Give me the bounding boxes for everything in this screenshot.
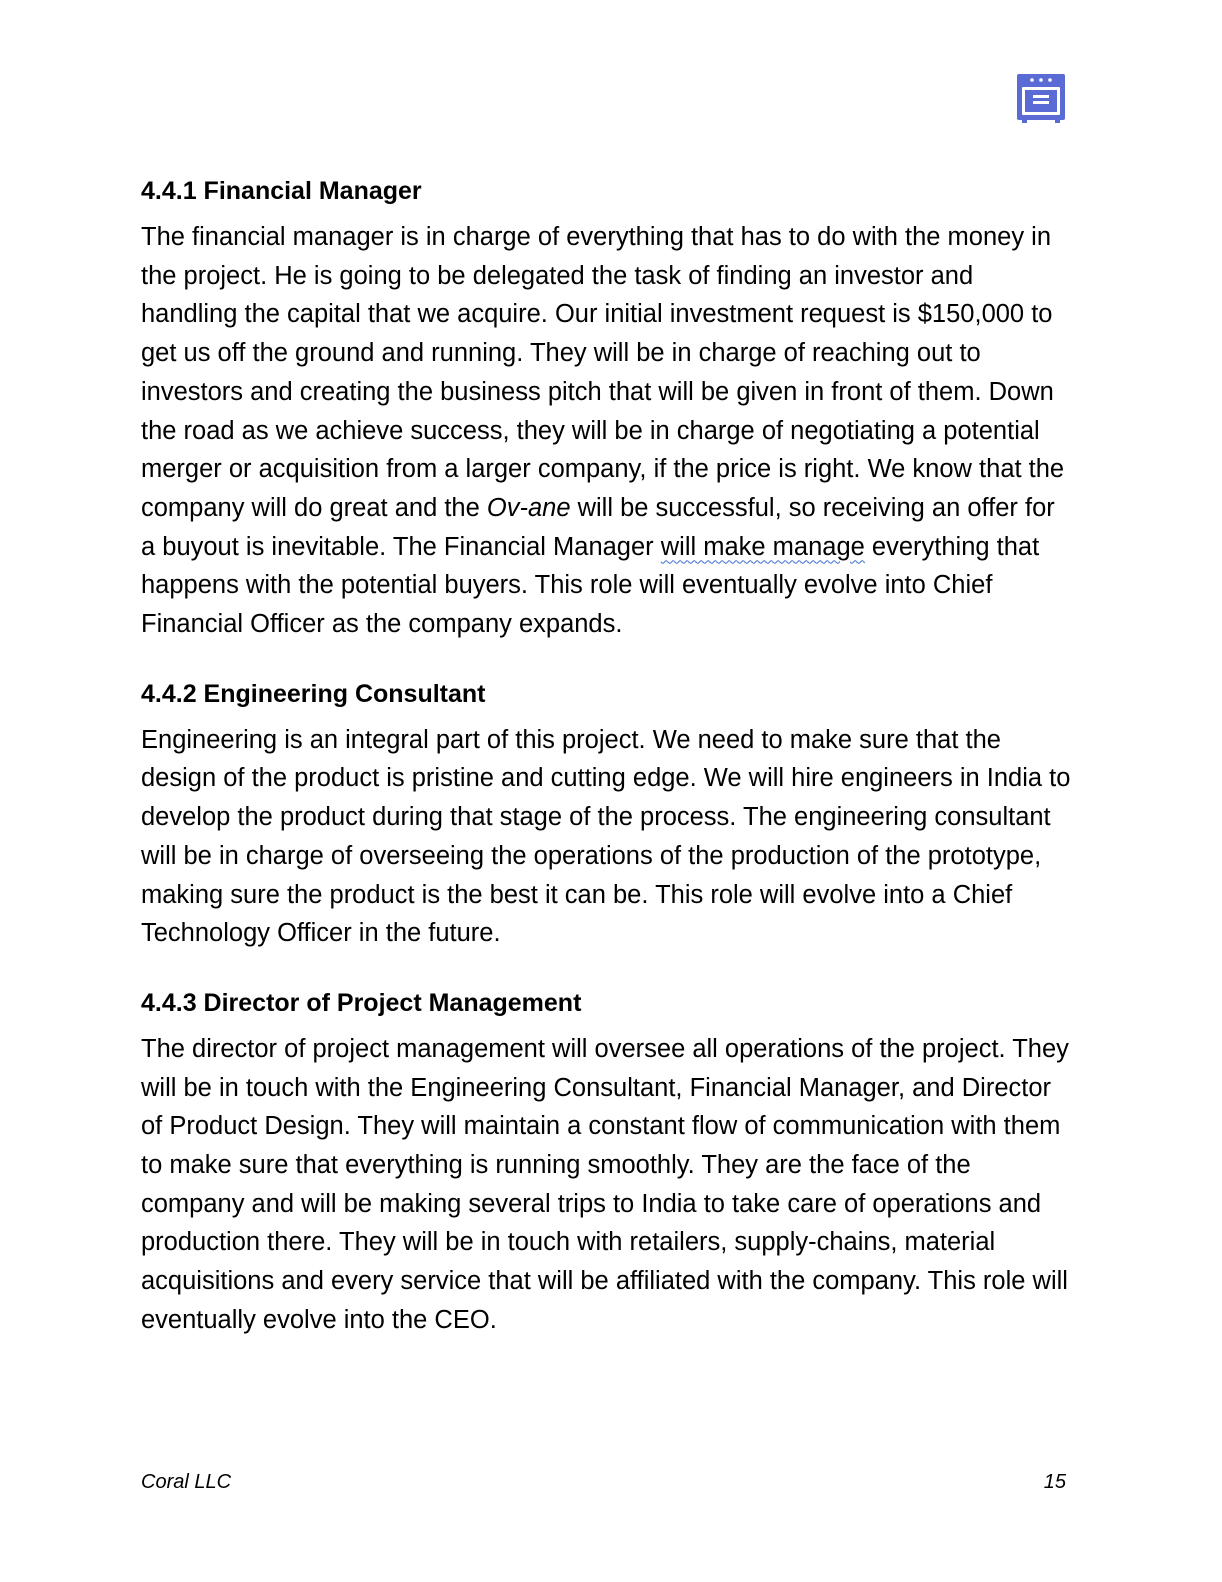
section-heading: 4.4.3 Director of Project Management: [141, 988, 582, 1017]
grammar-flagged-phrase[interactable]: will make manage: [660, 532, 865, 561]
section-body: The director of project management will oversee all operations of the project. They will be in touch with the Engineering Consultant, Financial Manager, and Director of Product Design. They will maintain a constant flow of communication with them to make sure that everything is running smoothly. They are the face of the company and will be making several trips to India to take care of operations and production there. They will be in touch with retailers, supply-chains, material acquisitions and every service that will be affiliated with the company. This role will eventually evolve into the CEO.: [141, 1034, 1069, 1334]
footer-page-number: 15: [1043, 1471, 1066, 1493]
section-financial-manager: [141, 172, 1071, 644]
product-name: Ov-ane: [486, 493, 571, 522]
section-director-project-management: [141, 984, 1071, 1340]
oven-icon-graphic: [1016, 73, 1066, 123]
oven-icon: [1016, 73, 1066, 123]
section-engineering-consultant: [141, 675, 1071, 953]
section-heading: 4.4.2 Engineering Consultant: [141, 679, 486, 708]
body-text: will be successful, so receiving an offer for a buyout is inevitable. The Financial Manager: [141, 493, 1055, 561]
footer-company-name: Coral LLC: [141, 1471, 232, 1493]
section-body: Engineering is an integral part of this project. We need to make sure that the design of the product is pristine and cutting edge. We will hire engineers in India to develop the product during that stage of the process. The engineering consultant will be in charge of overseeing the operations of the production of the prototype, making sure the product is the best it can be. This role will evolve into a Chief Technology Officer in the future.: [141, 725, 1071, 948]
document-content: [141, 172, 1071, 1340]
section-body: [141, 218, 1071, 644]
body-text: The financial manager is in charge of everything that has to do with the money in the project. He is going to be delegated the task of finding an investor and handling the capital that we acquire. Our initial investment request is $150,000 to get us off the ground and running. They will be in charge of reaching out to investors and creating the business pitch that will be given in front of them. Down the road as we achieve success, they will be in charge of negotiating a potential merger or acquisition from a larger company, if the price is right. We know that the company will do great and the: [141, 223, 1065, 522]
section-heading: 4.4.1 Financial Manager: [141, 177, 422, 205]
body-text: everything that happens with the potential buyers. This role will eventually evolve into Chief Financial Officer as the company expands.: [141, 532, 1040, 639]
